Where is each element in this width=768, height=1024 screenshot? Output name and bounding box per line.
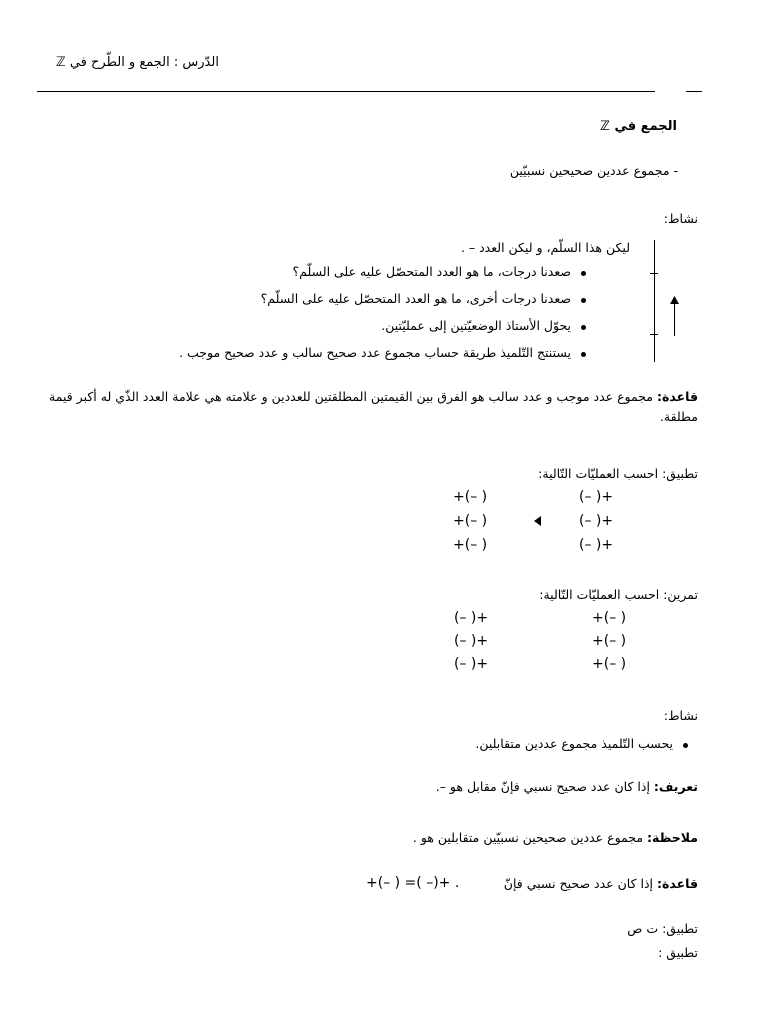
- rule-label: قاعدة:: [656, 876, 698, 891]
- rule-text: مجموع عدد موجب و عدد سالب هو الفرق بين القيمتين المطلقتين للعددين و علامته هي علامة العدد الذّي له أكبر قيمة مطلقة.: [49, 389, 698, 424]
- application-line: تطبيق :: [658, 945, 698, 960]
- expression: (– )+: [454, 633, 489, 649]
- expression: (– )+: [579, 537, 614, 553]
- expression: +(– ): [453, 537, 488, 553]
- bullet-marker: [581, 352, 586, 357]
- activity-intro: ليكن هذا السلّم، و ليكن العدد – .: [460, 240, 630, 255]
- definition-label: تعريف:: [653, 779, 698, 794]
- bullet-marker: [581, 271, 586, 276]
- section-subtitle: - مجموع عددين صحيحين نسبيّين: [509, 163, 678, 178]
- list-item: صعدنا درجات، ما هو العدد المتحصّل عليه على السلّم؟: [292, 264, 571, 279]
- list-item: صعدنا درجات أخرى، ما هو العدد المتحصّل عليه على السلّم؟: [260, 291, 571, 306]
- expression: +(– ): [453, 513, 488, 529]
- activity-label: نشاط:: [663, 708, 698, 723]
- header-divider-short: [686, 91, 702, 92]
- up-arrow-icon: [670, 296, 679, 305]
- expression: +(– ): [592, 633, 627, 649]
- expression: (– )+: [454, 610, 489, 626]
- expression: (– )+: [579, 489, 614, 505]
- bullet-marker: [581, 298, 586, 303]
- note-text: مجموع عددين صحيحين نسبيّين متقابلين هو .: [412, 830, 647, 845]
- bullet-marker: [581, 325, 586, 330]
- rule-paragraph: [504, 876, 698, 891]
- rule-paragraph: [48, 387, 698, 427]
- rule-label: قاعدة:: [656, 389, 698, 404]
- list-item: يحوّل الأستاذ الوضعيّتين إلى عمليّتين.: [381, 318, 571, 333]
- section-title: الجمع في ℤ: [600, 119, 677, 134]
- application-label: تطبيق: احسب العمليّات التّالية:: [538, 466, 698, 481]
- definition-text: إذا كان عدد صحيح نسبي فإنّ مقابل هو –.: [435, 779, 654, 794]
- note-label: ملاحظة:: [647, 830, 698, 845]
- expression: (– )+: [454, 656, 489, 672]
- activity-label: نشاط:: [663, 211, 698, 226]
- rule-formula: +(– ) =( –)+ .: [366, 875, 460, 891]
- bullet-marker: [683, 743, 688, 748]
- expression: +(– ): [592, 610, 627, 626]
- expression: (– )+: [579, 513, 614, 529]
- expression: +(– ): [592, 656, 627, 672]
- lesson-title: الدّرس : الجمع و الطّرح في ℤ: [56, 55, 219, 70]
- header-divider: [37, 91, 655, 92]
- note-paragraph: [413, 830, 698, 845]
- application-line: تطبيق: ت ص: [627, 921, 698, 936]
- left-arrow-icon: [534, 516, 541, 526]
- exercise-label: تمرين: احسب العمليّات التّالية:: [539, 587, 698, 602]
- expression: +(– ): [453, 489, 488, 505]
- definition-paragraph: [436, 779, 698, 794]
- rule-text: إذا كان عدد صحيح نسبي فإنّ: [503, 876, 657, 891]
- list-item: يحسب التّلميذ مجموع عددين متقابلين.: [475, 736, 673, 751]
- list-item: يستنتج التّلميذ طريقة حساب مجموع عدد صحيح سالب و عدد صحيح موجب .: [179, 345, 571, 360]
